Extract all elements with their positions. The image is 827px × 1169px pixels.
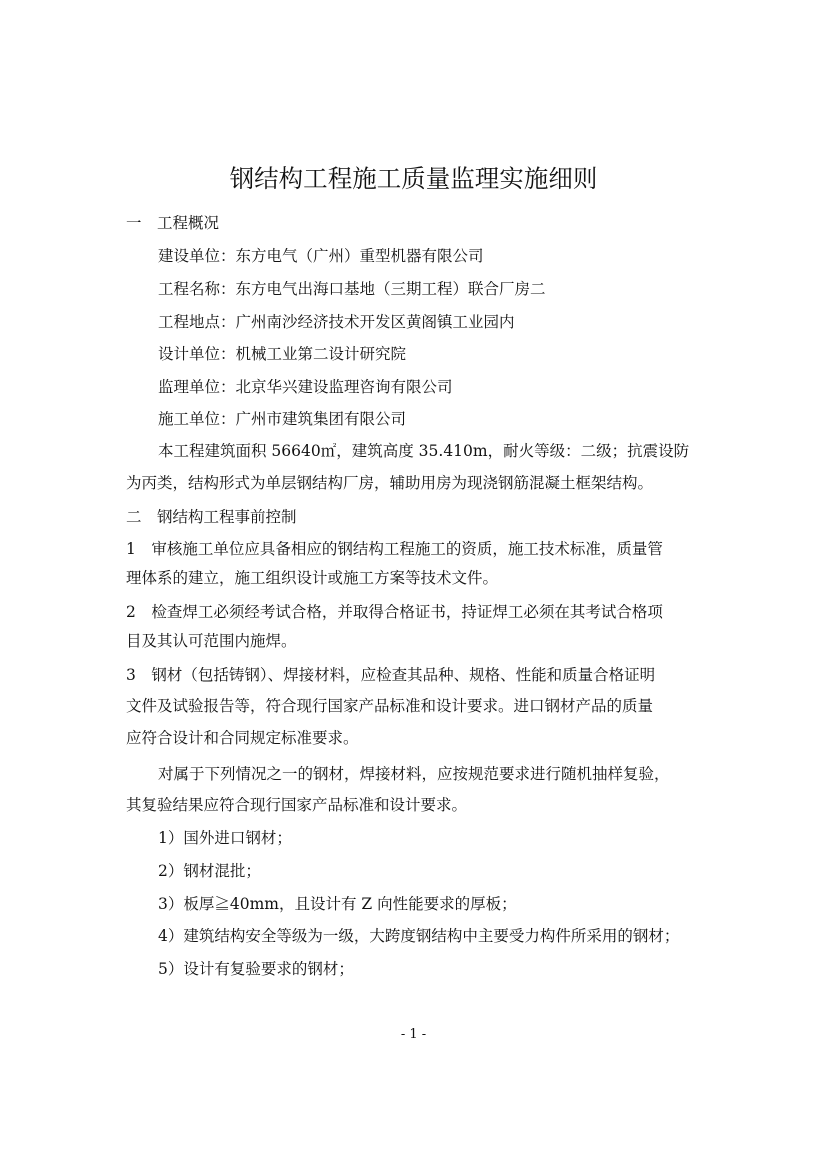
- list-item-line: 应符合设计和合同规定标准要求。: [126, 729, 359, 747]
- sub-list-item: 2）钢材混批；: [158, 862, 261, 880]
- list-item-line: 目及其认可范围内施焊。: [126, 632, 297, 650]
- page-number: - 1 -: [400, 1027, 427, 1042]
- sub-list-item: 1）国外进口钢材；: [158, 829, 292, 847]
- sub-list-item: 4）建筑结构安全等级为一级，大跨度钢结构中主要受力构件所采用的钢材；: [158, 927, 680, 945]
- paragraph-line: 对属于下列情况之一的钢材，焊接材料，应按规范要求进行随机抽样复验，: [158, 765, 670, 783]
- info-supervision-unit: 监理单位：北京华兴建设监理咨询有限公司: [158, 378, 453, 396]
- info-project-location: 工程地点：广州南沙经济技术开发区黄阁镇工业园内: [158, 313, 515, 331]
- section-heading-2: 二 钢结构工程事前控制: [126, 508, 297, 526]
- paragraph-line: 本工程建筑面积 56640㎡，建筑高度 35.410m，耐火等级：二级；抗震设防: [158, 442, 690, 460]
- sub-list-item: 3）板厚≧40mm，且设计有 Z 向性能要求的厚板；: [158, 895, 517, 913]
- list-item-line: 1 审核施工单位应具备相应的钢结构工程施工的资质，施工技术标准，质量管: [126, 540, 663, 558]
- info-construction-unit: 建设单位：东方电气（广州）重型机器有限公司: [158, 247, 484, 265]
- list-item-line: 理体系的建立，施工组织设计或施工方案等技术文件。: [126, 569, 499, 587]
- info-contractor-unit: 施工单位：广州市建筑集团有限公司: [158, 410, 407, 428]
- paragraph-line: 为丙类，结构形式为单层钢结构厂房，辅助用房为现浇钢筋混凝土框架结构。: [126, 474, 654, 492]
- list-item-line: 2 检查焊工必须经考试合格，并取得合格证书，持证焊工必须在其考试合格项: [126, 603, 663, 621]
- sub-list-item: 5）设计有复验要求的钢材；: [158, 960, 354, 978]
- document-title: 钢结构工程施工质量监理实施细则: [229, 164, 598, 193]
- list-item-line: 3 钢材（包括铸钢）、焊接材料，应检查其品种、规格、性能和质量合格证明: [126, 666, 656, 684]
- paragraph-line: 其复验结果应符合现行国家产品标准和设计要求。: [126, 796, 468, 814]
- info-design-unit: 设计单位：机械工业第二设计研究院: [158, 345, 407, 363]
- section-heading-1: 一 工程概况: [126, 214, 220, 232]
- info-project-name: 工程名称：东方电气出海口基地（三期工程）联合厂房二: [158, 280, 546, 298]
- list-item-line: 文件及试验报告等，符合现行国家产品标准和设计要求。进口钢材产品的质量: [126, 697, 654, 715]
